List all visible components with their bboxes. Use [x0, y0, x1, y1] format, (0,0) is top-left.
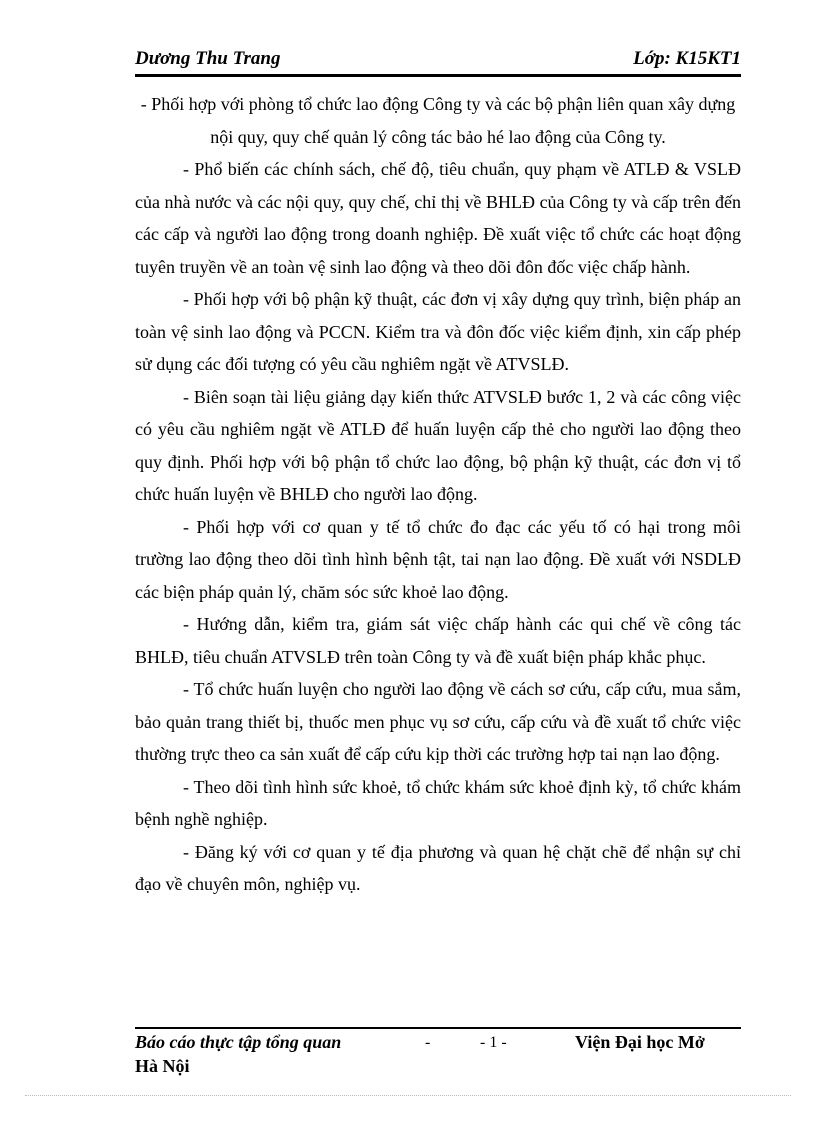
report-title: Báo cáo thực tập tổng quan — [135, 1032, 342, 1052]
paragraph: - Theo dõi tình hình sức khoẻ, tổ chức khám sức khoẻ định kỳ, tổ chức khám bệnh nghề nghiệp. — [135, 776, 741, 829]
page-header — [135, 46, 741, 74]
paragraph: - Phối hợp với bộ phận kỹ thuật, các đơn vị xây dựng quy trình, biện pháp an toàn vệ sinh lao động và PCCN. Kiểm tra và đôn đốc việc kiểm định, xin cấp phép sử dụng các đối tượng có yêu cầu nghiêm ngặt về ATVSLĐ. — [135, 289, 741, 374]
paragraph: - Tổ chức huấn luyện cho người lao động về cách sơ cứu, cấp cứu, mua sắm, bảo quản trang thiết bị, thuốc men phục vụ sơ cứu, cấp cứu và đề xuất tổ chức việc thường trực theo ca sản xuất để cấp cứu kịp thời các trường hợp tai nạn lao động. — [135, 679, 741, 764]
paragraph: - Phối hợp với cơ quan y tế tổ chức đo đạc các yếu tố có hại trong môi trường lao động theo dõi tình hình bệnh tật, tai nạn lao động. Đề xuất với NSDLĐ các biện pháp quản lý, chăm sóc sức khoẻ lao động. — [135, 516, 741, 602]
footer-divider — [135, 1027, 741, 1029]
paragraph: - Đăng ký với cơ quan y tế địa phương và quan hệ chặt chẽ để nhận sự chỉ đạo về chuyên môn, nghiệp vụ. — [135, 841, 741, 894]
document-body — [135, 88, 741, 901]
paragraph: - Phối hợp với phòng tổ chức lao động Công ty và các bộ phận liên quan xây dựng nội quy, quy chế quản lý công tác bảo hé lao động của Công ty. — [140, 94, 736, 147]
paragraph: - Hướng dẫn, kiểm tra, giám sát việc chấp hành các qui chế về công tác BHLĐ, tiêu chuẩn ATVSLĐ trên toàn Công ty và đề xuất biện pháp khắc phục. — [135, 614, 741, 667]
page-footer — [135, 1032, 741, 1082]
institute-name: Viện Đại học Mở — [575, 1032, 705, 1052]
paragraph: - Biên soạn tài liệu giảng dạy kiến thức ATVSLĐ bước 1, 2 và các công việc có yêu cầu nghiêm ngặt về ATLĐ để huấn luyện cấp thẻ cho người lao động theo quy định. Phối hợp với bộ phận tổ chức lao động, bộ phận kỹ thuật, các đơn vị tổ chức huấn luyện về BHLĐ cho người lao động. — [135, 386, 741, 504]
footer-dash: - — [425, 1034, 431, 1051]
page-bottom-border — [25, 1095, 791, 1096]
author-name: Dương Thu Trang — [135, 48, 281, 69]
paragraph: - Phổ biến các chính sách, chế độ, tiêu chuẩn, quy phạm về ATLĐ & VSLĐ của nhà nước và các nội quy, quy chế, chỉ thị về BHLĐ của Công ty và cấp trên đến các cấp và người lao động trong doanh nghiệp. Đề xuất việc tổ chức các hoạt động tuyên truyền về an toàn vệ sinh lao động và theo dõi đôn đốc việc chấp hành. — [135, 159, 741, 277]
header-divider — [135, 74, 741, 77]
city-name: Hà Nội — [135, 1056, 190, 1076]
class-label: Lớp: K15KT1 — [633, 48, 741, 69]
page-number: - 1 - — [480, 1034, 507, 1051]
